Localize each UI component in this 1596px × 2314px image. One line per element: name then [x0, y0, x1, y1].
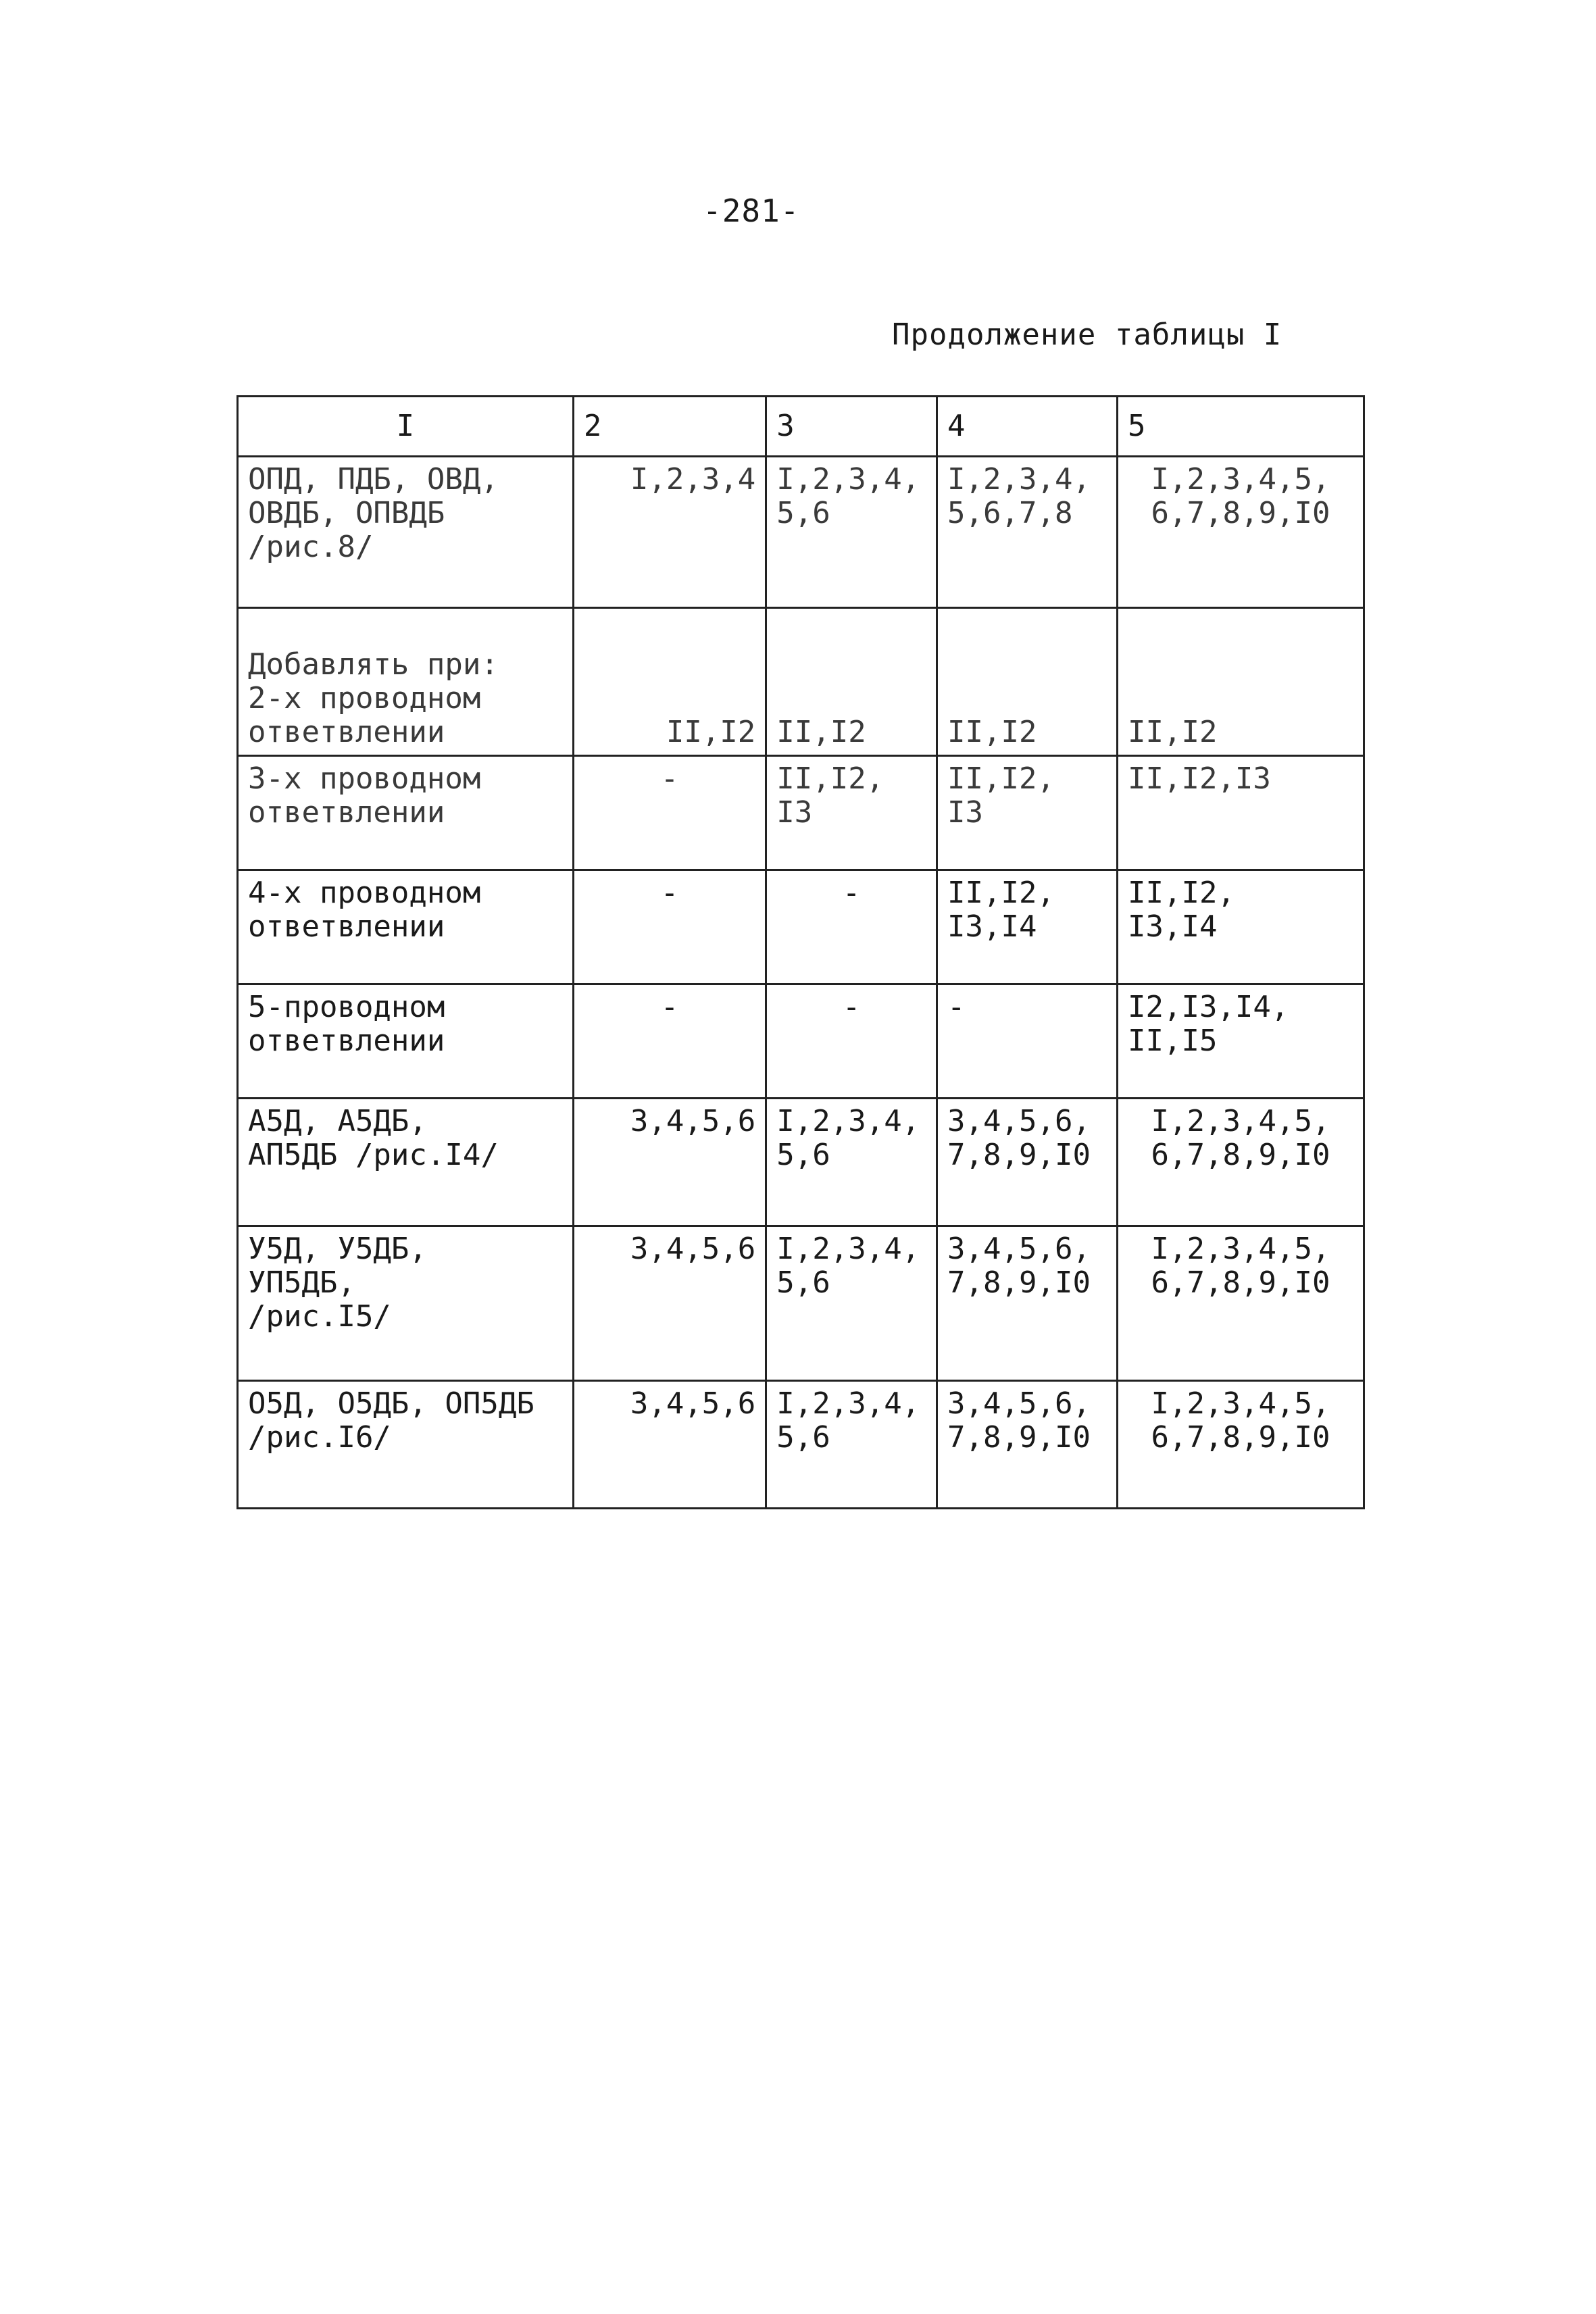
- table-cell: II,I2, I3,I4: [1117, 870, 1364, 984]
- table-cell: II,I2, I3: [766, 756, 937, 870]
- row-label: 4-х проводном ответвлении: [238, 870, 574, 984]
- header-cell-1: I: [238, 397, 574, 457]
- table-row: [238, 608, 1364, 756]
- row-label: У5Д, У5ДБ, УП5ДБ, /рис.I5/: [238, 1226, 574, 1381]
- table-row: [238, 756, 1364, 870]
- table-cell: 3,4,5,6, 7,8,9,I0: [937, 1381, 1118, 1509]
- row-label: О5Д, О5ДБ, ОП5ДБ /рис.I6/: [238, 1381, 574, 1509]
- header-cell-2: 2: [573, 397, 766, 457]
- table-cell: -: [573, 756, 766, 870]
- table-cell: 3,4,5,6, 7,8,9,I0: [937, 1226, 1118, 1381]
- table-cell: 3,4,5,6: [573, 1381, 766, 1509]
- table-cell: 3,4,5,6, 7,8,9,I0: [937, 1099, 1118, 1226]
- table-caption: Продолжение таблицы I: [892, 318, 1282, 352]
- row-label: ОПД, ПДБ, ОВД, ОВДБ, ОПВДБ /рис.8/: [238, 457, 574, 608]
- table-row: [238, 870, 1364, 984]
- row-label: 5-проводном ответвлении: [238, 984, 574, 1099]
- table-cell: II,I2: [766, 608, 937, 756]
- table-cell: I,2,3,4,5, 6,7,8,9,I0: [1117, 1381, 1364, 1509]
- row-label: Добавлять при: 2-х проводном ответвлении: [238, 608, 574, 756]
- table-row: [238, 1226, 1364, 1381]
- table-cell: -: [766, 984, 937, 1099]
- table-row: [238, 1381, 1364, 1509]
- table-cell: I,2,3,4,5, 6,7,8,9,I0: [1117, 1226, 1364, 1381]
- table-cell: I,2,3,4, 5,6: [766, 1099, 937, 1226]
- header-cell-4: 4: [937, 397, 1118, 457]
- table-cell: -: [766, 870, 937, 984]
- table-cell: -: [573, 984, 766, 1099]
- table-row: [238, 457, 1364, 608]
- table-cell: I2,I3,I4, II,I5: [1117, 984, 1364, 1099]
- table-cell: I,2,3,4, 5,6: [766, 1226, 937, 1381]
- table-cell: -: [937, 984, 1118, 1099]
- table-cell: I,2,3,4,5, 6,7,8,9,I0: [1117, 457, 1364, 608]
- table-cell: I,2,3,4, 5,6: [766, 457, 937, 608]
- header-cell-5: 5: [1117, 397, 1364, 457]
- table-cell: I,2,3,4: [573, 457, 766, 608]
- header-row: [238, 397, 1364, 457]
- table-cell: II,I2, I3,I4: [937, 870, 1118, 984]
- data-table: [236, 395, 1365, 1509]
- table-cell: 3,4,5,6: [573, 1226, 766, 1381]
- table-cell: II,I2: [937, 608, 1118, 756]
- table-cell: I,2,3,4, 5,6: [766, 1381, 937, 1509]
- table-cell: -: [573, 870, 766, 984]
- table-cell: II,I2,I3: [1117, 756, 1364, 870]
- table-cell: II,I2, I3: [937, 756, 1118, 870]
- table-row: [238, 1099, 1364, 1226]
- table-row: [238, 984, 1364, 1099]
- row-label: 3-х проводном ответвлении: [238, 756, 574, 870]
- table-cell: I,2,3,4,5, 6,7,8,9,I0: [1117, 1099, 1364, 1226]
- table-cell: II,I2: [1117, 608, 1364, 756]
- header-cell-3: 3: [766, 397, 937, 457]
- table-cell: I,2,3,4, 5,6,7,8: [937, 457, 1118, 608]
- table-cell: 3,4,5,6: [573, 1099, 766, 1226]
- table-cell: II,I2: [573, 608, 766, 756]
- page-number: -281-: [703, 193, 800, 229]
- row-label: А5Д, А5ДБ, АП5ДБ /рис.I4/: [238, 1099, 574, 1226]
